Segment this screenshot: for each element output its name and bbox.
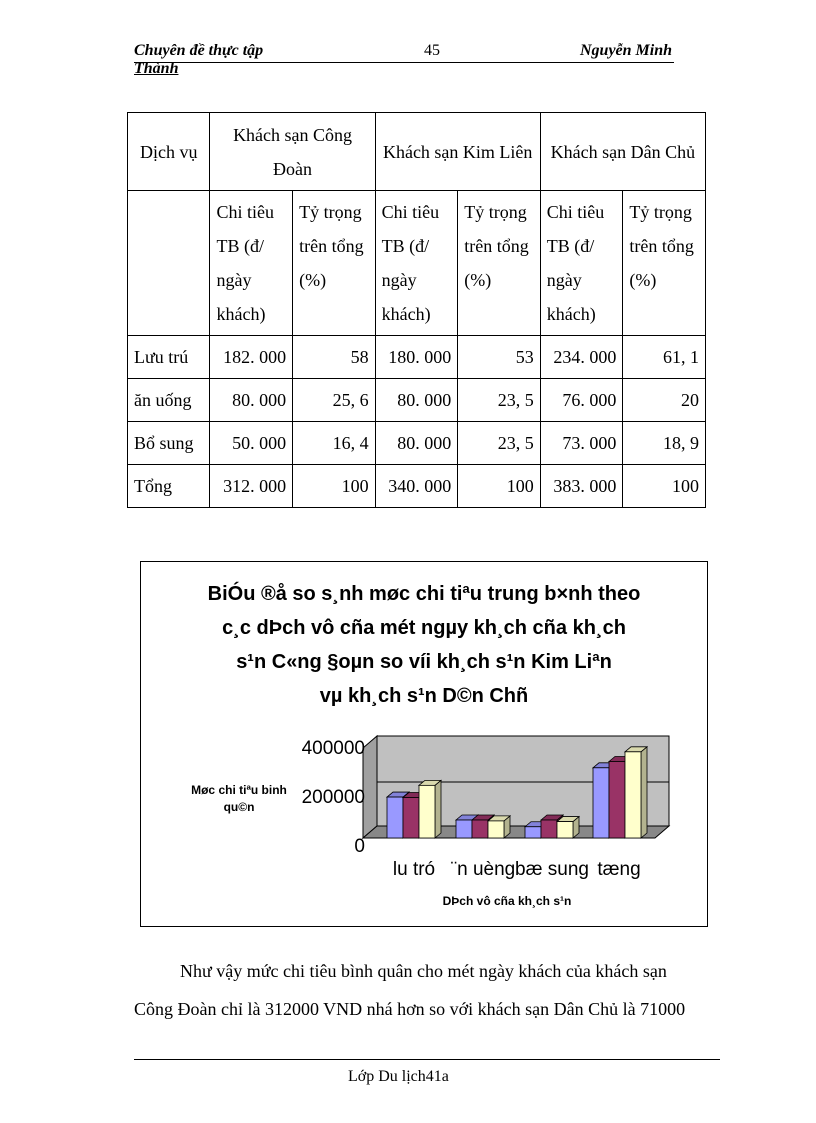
- y-tick-label: 0: [354, 836, 365, 857]
- chart-title-line: BiÓu ®å so s¸nh møc chi tiªu trung b×nh theo: [207, 583, 641, 605]
- subheader-spend: Chi tiêu TB (đ/ ngày khách): [540, 191, 623, 336]
- y-tick-label: 400000: [301, 738, 365, 759]
- footer-class: Lớp Du lịch41a: [348, 1068, 449, 1085]
- hotel-header-1: Khách sạn Công Đoàn: [210, 113, 375, 191]
- header-left: Chuyên đề thực tập: [134, 42, 264, 59]
- x-axis-label: DÞch vô cña kh¸ch s¹n: [442, 894, 572, 908]
- bar-chart: [141, 562, 707, 926]
- y-axis-label: Møc chi tiªu binh: [191, 783, 287, 797]
- chart-title-line: s¹n C«ng §oµn so víi kh¸ch s¹n Kim Liªn: [236, 651, 612, 673]
- paragraph-line: Công Đoàn chỉ là 312000 VND nhá hơn so với khách sạn Dân Chủ là 71000: [134, 999, 686, 1019]
- y-tick-label: 200000: [301, 787, 365, 808]
- page-footer: [134, 1059, 720, 1085]
- comparison-table: [127, 112, 706, 508]
- chart-title-line: vµ kh¸ch s¹n D©n Chñ: [319, 685, 529, 707]
- subheader-share: Tỷ trọng trên tổng (%): [458, 191, 540, 336]
- chart-side-wall: [363, 736, 377, 838]
- paragraph-line: Như vậy mức chi tiêu bình quân cho mét ngày khách của khách sạn: [180, 961, 667, 981]
- table-row: ăn uống 80. 000 25, 6 80. 000 23, 5 76. 000 20: [128, 379, 706, 422]
- body-paragraph: [134, 952, 720, 1028]
- x-tick-label: lu tró: [392, 859, 436, 880]
- y-axis-label: qu©n: [223, 800, 255, 814]
- chart-frame: [140, 561, 708, 927]
- page-number: 45: [424, 42, 440, 59]
- bar-0-2: [419, 780, 441, 838]
- table-row: Lưu trú 182. 000 58 180. 000 53 234. 000 61, 1: [128, 336, 706, 379]
- bar-3-2: [625, 747, 647, 838]
- table-row: Tổng 312. 000 100 340. 000 100 383. 000 100: [128, 465, 706, 508]
- x-tick-label: tæng: [597, 859, 641, 880]
- bar-2-2: [557, 817, 579, 838]
- table-row: Bổ sung 50. 000 16, 4 80. 000 23, 5 73. 000 18, 9: [128, 422, 706, 465]
- subheader-spend: Chi tiêu TB (đ/ ngày khách): [210, 191, 293, 336]
- subheader-spend: Chi tiêu TB (đ/ ngày khách): [375, 191, 458, 336]
- hotel-header-2: Khách sạn Kim Liên: [375, 113, 540, 191]
- hotel-header-3: Khách sạn Dân Chủ: [540, 113, 705, 191]
- header-right: Nguyễn Minh: [580, 42, 673, 59]
- col-service-header: Dịch vụ: [128, 113, 210, 191]
- x-tick-label: bæ sung: [515, 859, 589, 880]
- header-right-cont: Thành: [134, 60, 179, 77]
- chart-title-line: c¸c dÞch vô cña mét ngµy kh¸ch cña kh¸ch: [222, 617, 626, 639]
- x-tick-label: ¨n uèng: [450, 859, 516, 880]
- bar-1-2: [488, 816, 510, 838]
- page-header: [134, 42, 674, 63]
- subheader-share: Tỷ trọng trên tổng (%): [293, 191, 375, 336]
- subheader-share: Tỷ trọng trên tổng (%): [623, 191, 706, 336]
